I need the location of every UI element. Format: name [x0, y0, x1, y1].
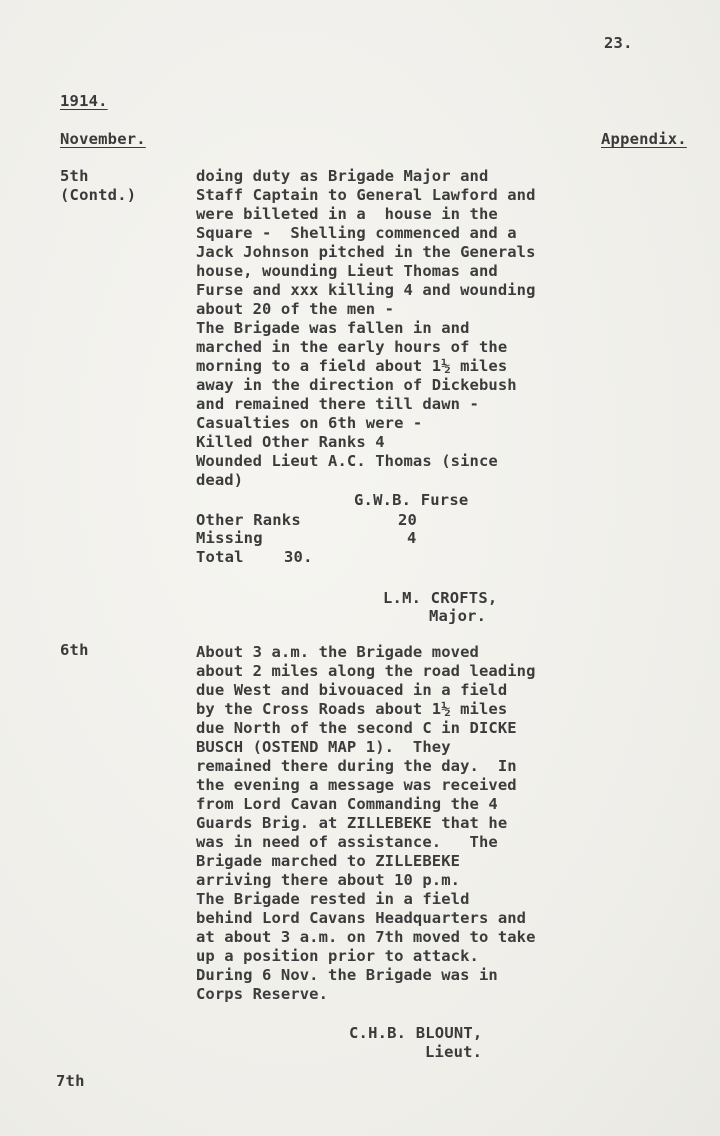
entry-line: Square - Shelling commenced and a — [196, 224, 517, 242]
signature-rank: Major. — [429, 607, 487, 625]
entry-line: from Lord Cavan Commanding the 4 — [196, 795, 498, 813]
entry-line: at about 3 a.m. on 7th moved to take — [196, 928, 536, 946]
entry-line: dead) — [196, 471, 244, 489]
entry-line: Guards Brig. at ZILLEBEKE that he — [196, 814, 508, 832]
entry-line: Corps Reserve. — [196, 985, 329, 1003]
entry-line: the evening a message was received — [196, 776, 517, 794]
entry-line: away in the direction of Dickebush — [196, 376, 517, 394]
entry-line: Wounded Lieut A.C. Thomas (since — [196, 452, 498, 470]
entry-line: behind Lord Cavans Headquarters and — [196, 909, 527, 927]
casualty-value: 20 — [398, 511, 418, 529]
entry-date: 5th — [60, 167, 89, 185]
month-heading: November. — [60, 130, 146, 148]
casualty-officer: G.W.B. Furse — [354, 491, 469, 509]
entry-line: and remained there till dawn - — [196, 395, 479, 413]
year-heading: 1914. — [60, 92, 108, 110]
entry-line: The Brigade was fallen in and — [196, 319, 470, 337]
entry-date: 7th — [56, 1072, 85, 1090]
entry-line: about 2 miles along the road leading — [196, 662, 536, 680]
entry-line: Furse and xxx killing 4 and wounding — [196, 281, 536, 299]
entry-line: Brigade marched to ZILLEBEKE — [196, 852, 461, 870]
entry-line: About 3 a.m. the Brigade moved — [196, 643, 479, 661]
appendix-heading: Appendix. — [601, 130, 687, 148]
entry-line: The Brigade rested in a field — [196, 890, 470, 908]
entry-line: house, wounding Lieut Thomas and — [196, 262, 498, 280]
entry-date: 6th — [60, 641, 89, 659]
entry-line: Killed Other Ranks 4 — [196, 433, 385, 451]
entry-line: Jack Johnson pitched in the Generals — [196, 243, 536, 261]
entry-line: by the Cross Roads about 1½ miles — [196, 700, 508, 718]
casualty-label: Total — [196, 548, 244, 566]
entry-body — [196, 167, 536, 490]
entry-line: up a position prior to attack. — [196, 947, 479, 965]
signature-name: L.M. CROFTS, — [383, 589, 498, 607]
signature-rank: Lieut. — [425, 1043, 483, 1061]
casualty-label: Missing — [196, 529, 263, 547]
entry-line: Staff Captain to General Lawford and — [196, 186, 536, 204]
entry-line: were billeted in a house in the — [196, 205, 498, 223]
entry-line: arriving there about 10 p.m. — [196, 871, 461, 889]
entry-line: was in need of assistance. The — [196, 833, 498, 851]
casualty-label: Other Ranks — [196, 511, 301, 529]
entry-line: due West and bivouaced in a field — [196, 681, 508, 699]
entry-line: Casualties on 6th were - — [196, 414, 423, 432]
entry-line: During 6 Nov. the Brigade was in — [196, 966, 498, 984]
entry-line: doing duty as Brigade Major and — [196, 167, 489, 185]
entry-line: about 20 of the men - — [196, 300, 395, 318]
entry-line: due North of the second C in DICKE — [196, 719, 517, 737]
entry-line: morning to a field about 1½ miles — [196, 357, 508, 375]
entry-line: BUSCH (OSTEND MAP 1). They — [196, 738, 451, 756]
entry-date-note: (Contd.) — [60, 186, 137, 204]
casualty-value: 30. — [284, 548, 313, 566]
entry-line: remained there during the day. In — [196, 757, 517, 775]
page-number: 23. — [604, 34, 633, 52]
entry-body — [196, 643, 536, 1004]
entry-line: marched in the early hours of the — [196, 338, 508, 356]
signature-name: C.H.B. BLOUNT, — [349, 1024, 483, 1042]
casualty-value: 4 — [407, 529, 417, 547]
